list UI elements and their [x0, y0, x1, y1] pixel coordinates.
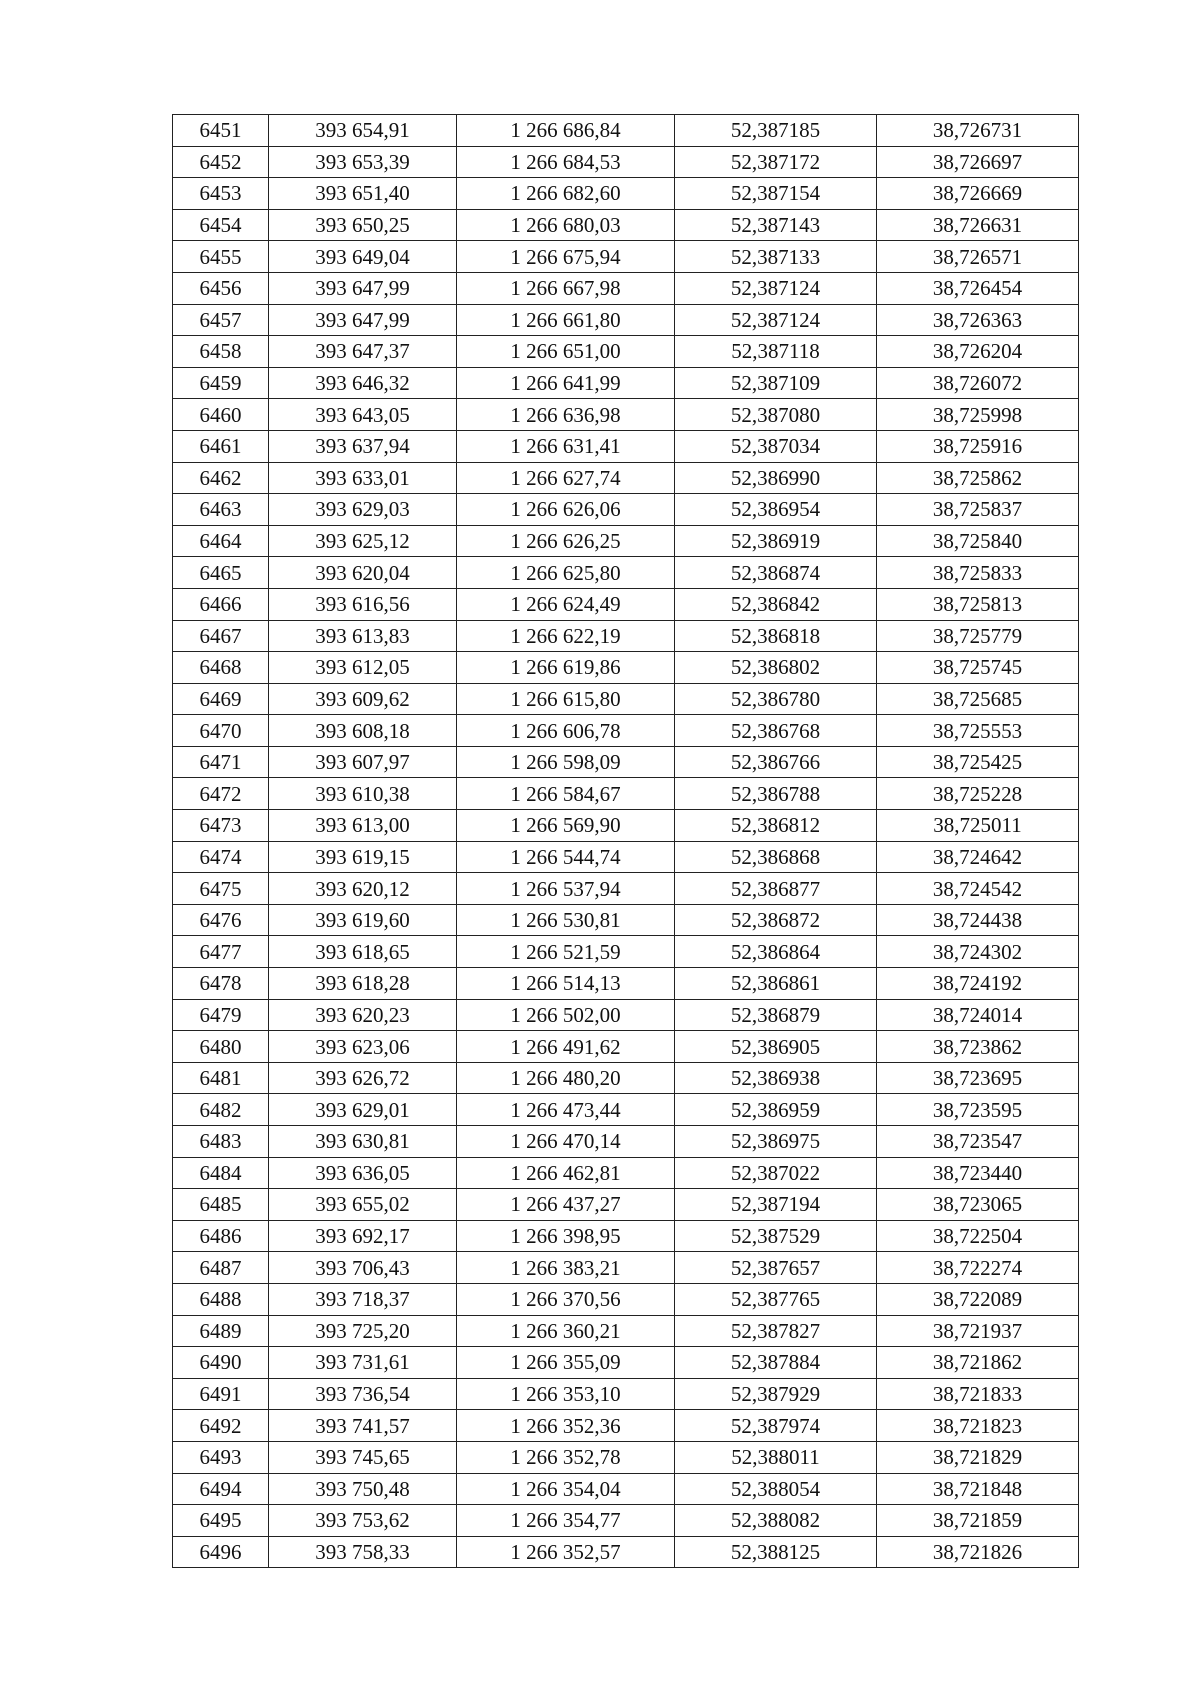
y-coordinate-cell: 1 266 544,74	[457, 841, 675, 873]
point-number-cell: 6487	[173, 1252, 269, 1284]
longitude-cell: 38,725862	[877, 462, 1079, 494]
table-row	[173, 115, 1079, 147]
latitude-cell: 52,387124	[675, 272, 877, 304]
x-coordinate-cell: 393 758,33	[269, 1536, 457, 1568]
point-number-cell: 6481	[173, 1062, 269, 1094]
latitude-cell: 52,386938	[675, 1062, 877, 1094]
longitude-cell: 38,726731	[877, 115, 1079, 147]
latitude-cell: 52,387133	[675, 241, 877, 273]
point-number-cell: 6484	[173, 1157, 269, 1189]
latitude-cell: 52,386812	[675, 810, 877, 842]
y-coordinate-cell: 1 266 537,94	[457, 873, 675, 905]
latitude-cell: 52,387974	[675, 1410, 877, 1442]
x-coordinate-cell: 393 609,62	[269, 683, 457, 715]
point-number-cell: 6459	[173, 367, 269, 399]
latitude-cell: 52,387034	[675, 430, 877, 462]
latitude-cell: 52,386818	[675, 620, 877, 652]
longitude-cell: 38,725837	[877, 494, 1079, 526]
table-row	[173, 462, 1079, 494]
table-row	[173, 1505, 1079, 1537]
x-coordinate-cell: 393 633,01	[269, 462, 457, 494]
latitude-cell: 52,386975	[675, 1126, 877, 1158]
longitude-cell: 38,721826	[877, 1536, 1079, 1568]
y-coordinate-cell: 1 266 370,56	[457, 1283, 675, 1315]
latitude-cell: 52,386872	[675, 904, 877, 936]
x-coordinate-cell: 393 741,57	[269, 1410, 457, 1442]
table-row	[173, 873, 1079, 905]
longitude-cell: 38,725840	[877, 525, 1079, 557]
longitude-cell: 38,725779	[877, 620, 1079, 652]
latitude-cell: 52,386768	[675, 715, 877, 747]
longitude-cell: 38,726697	[877, 146, 1079, 178]
point-number-cell: 6455	[173, 241, 269, 273]
y-coordinate-cell: 1 266 354,77	[457, 1505, 675, 1537]
x-coordinate-cell: 393 619,15	[269, 841, 457, 873]
table-row	[173, 1094, 1079, 1126]
point-number-cell: 6462	[173, 462, 269, 494]
y-coordinate-cell: 1 266 598,09	[457, 746, 675, 778]
point-number-cell: 6472	[173, 778, 269, 810]
y-coordinate-cell: 1 266 480,20	[457, 1062, 675, 1094]
point-number-cell: 6466	[173, 588, 269, 620]
table-row	[173, 399, 1079, 431]
longitude-cell: 38,724438	[877, 904, 1079, 936]
y-coordinate-cell: 1 266 383,21	[457, 1252, 675, 1284]
table-row	[173, 557, 1079, 589]
point-number-cell: 6453	[173, 178, 269, 210]
table-row	[173, 178, 1079, 210]
y-coordinate-cell: 1 266 626,06	[457, 494, 675, 526]
y-coordinate-cell: 1 266 675,94	[457, 241, 675, 273]
longitude-cell: 38,726631	[877, 209, 1079, 241]
point-number-cell: 6465	[173, 557, 269, 589]
table-row	[173, 336, 1079, 368]
x-coordinate-cell: 393 650,25	[269, 209, 457, 241]
point-number-cell: 6490	[173, 1347, 269, 1379]
table-row	[173, 1441, 1079, 1473]
x-coordinate-cell: 393 618,65	[269, 936, 457, 968]
longitude-cell: 38,723440	[877, 1157, 1079, 1189]
latitude-cell: 52,387118	[675, 336, 877, 368]
x-coordinate-cell: 393 649,04	[269, 241, 457, 273]
longitude-cell: 38,725813	[877, 588, 1079, 620]
y-coordinate-cell: 1 266 360,21	[457, 1315, 675, 1347]
longitude-cell: 38,726669	[877, 178, 1079, 210]
point-number-cell: 6489	[173, 1315, 269, 1347]
table-row	[173, 936, 1079, 968]
point-number-cell: 6460	[173, 399, 269, 431]
longitude-cell: 38,724014	[877, 999, 1079, 1031]
x-coordinate-cell: 393 706,43	[269, 1252, 457, 1284]
table-row	[173, 778, 1079, 810]
y-coordinate-cell: 1 266 584,67	[457, 778, 675, 810]
y-coordinate-cell: 1 266 398,95	[457, 1220, 675, 1252]
table-row	[173, 904, 1079, 936]
point-number-cell: 6451	[173, 115, 269, 147]
point-number-cell: 6463	[173, 494, 269, 526]
latitude-cell: 52,387929	[675, 1378, 877, 1410]
x-coordinate-cell: 393 620,12	[269, 873, 457, 905]
latitude-cell: 52,387827	[675, 1315, 877, 1347]
latitude-cell: 52,387657	[675, 1252, 877, 1284]
longitude-cell: 38,722274	[877, 1252, 1079, 1284]
point-number-cell: 6477	[173, 936, 269, 968]
latitude-cell: 52,387884	[675, 1347, 877, 1379]
x-coordinate-cell: 393 736,54	[269, 1378, 457, 1410]
table-row	[173, 1473, 1079, 1505]
table-row	[173, 999, 1079, 1031]
longitude-cell: 38,721937	[877, 1315, 1079, 1347]
x-coordinate-cell: 393 655,02	[269, 1189, 457, 1221]
y-coordinate-cell: 1 266 462,81	[457, 1157, 675, 1189]
point-number-cell: 6479	[173, 999, 269, 1031]
table-row	[173, 588, 1079, 620]
y-coordinate-cell: 1 266 625,80	[457, 557, 675, 589]
longitude-cell: 38,721823	[877, 1410, 1079, 1442]
table-row	[173, 746, 1079, 778]
latitude-cell: 52,388054	[675, 1473, 877, 1505]
x-coordinate-cell: 393 753,62	[269, 1505, 457, 1537]
x-coordinate-cell: 393 619,60	[269, 904, 457, 936]
latitude-cell: 52,386959	[675, 1094, 877, 1126]
y-coordinate-cell: 1 266 624,49	[457, 588, 675, 620]
point-number-cell: 6467	[173, 620, 269, 652]
table-row	[173, 715, 1079, 747]
latitude-cell: 52,387765	[675, 1283, 877, 1315]
x-coordinate-cell: 393 629,03	[269, 494, 457, 526]
x-coordinate-cell: 393 731,61	[269, 1347, 457, 1379]
x-coordinate-cell: 393 647,37	[269, 336, 457, 368]
longitude-cell: 38,725998	[877, 399, 1079, 431]
x-coordinate-cell: 393 613,00	[269, 810, 457, 842]
latitude-cell: 52,387022	[675, 1157, 877, 1189]
table-row	[173, 272, 1079, 304]
y-coordinate-cell: 1 266 684,53	[457, 146, 675, 178]
longitude-cell: 38,721848	[877, 1473, 1079, 1505]
point-number-cell: 6452	[173, 146, 269, 178]
latitude-cell: 52,387154	[675, 178, 877, 210]
y-coordinate-cell: 1 266 667,98	[457, 272, 675, 304]
latitude-cell: 52,386766	[675, 746, 877, 778]
longitude-cell: 38,726363	[877, 304, 1079, 336]
x-coordinate-cell: 393 613,83	[269, 620, 457, 652]
y-coordinate-cell: 1 266 491,62	[457, 1031, 675, 1063]
latitude-cell: 52,387529	[675, 1220, 877, 1252]
longitude-cell: 38,726571	[877, 241, 1079, 273]
latitude-cell: 52,387185	[675, 115, 877, 147]
x-coordinate-cell: 393 718,37	[269, 1283, 457, 1315]
point-number-cell: 6486	[173, 1220, 269, 1252]
x-coordinate-cell: 393 647,99	[269, 272, 457, 304]
y-coordinate-cell: 1 266 636,98	[457, 399, 675, 431]
longitude-cell: 38,724642	[877, 841, 1079, 873]
coordinates-table-body	[173, 115, 1079, 1568]
y-coordinate-cell: 1 266 437,27	[457, 1189, 675, 1221]
point-number-cell: 6473	[173, 810, 269, 842]
y-coordinate-cell: 1 266 352,78	[457, 1441, 675, 1473]
longitude-cell: 38,723862	[877, 1031, 1079, 1063]
y-coordinate-cell: 1 266 473,44	[457, 1094, 675, 1126]
table-row	[173, 1062, 1079, 1094]
latitude-cell: 52,386842	[675, 588, 877, 620]
latitude-cell: 52,386780	[675, 683, 877, 715]
y-coordinate-cell: 1 266 521,59	[457, 936, 675, 968]
longitude-cell: 38,724302	[877, 936, 1079, 968]
table-row	[173, 146, 1079, 178]
longitude-cell: 38,723547	[877, 1126, 1079, 1158]
x-coordinate-cell: 393 745,65	[269, 1441, 457, 1473]
longitude-cell: 38,726072	[877, 367, 1079, 399]
x-coordinate-cell: 393 692,17	[269, 1220, 457, 1252]
y-coordinate-cell: 1 266 352,57	[457, 1536, 675, 1568]
point-number-cell: 6483	[173, 1126, 269, 1158]
latitude-cell: 52,386868	[675, 841, 877, 873]
y-coordinate-cell: 1 266 651,00	[457, 336, 675, 368]
latitude-cell: 52,387080	[675, 399, 877, 431]
latitude-cell: 52,386879	[675, 999, 877, 1031]
y-coordinate-cell: 1 266 569,90	[457, 810, 675, 842]
longitude-cell: 38,721859	[877, 1505, 1079, 1537]
x-coordinate-cell: 393 616,56	[269, 588, 457, 620]
longitude-cell: 38,721862	[877, 1347, 1079, 1379]
x-coordinate-cell: 393 725,20	[269, 1315, 457, 1347]
latitude-cell: 52,387172	[675, 146, 877, 178]
table-row	[173, 1126, 1079, 1158]
x-coordinate-cell: 393 623,06	[269, 1031, 457, 1063]
point-number-cell: 6468	[173, 652, 269, 684]
table-row	[173, 1410, 1079, 1442]
x-coordinate-cell: 393 620,04	[269, 557, 457, 589]
y-coordinate-cell: 1 266 530,81	[457, 904, 675, 936]
latitude-cell: 52,388125	[675, 1536, 877, 1568]
table-row	[173, 1220, 1079, 1252]
table-row	[173, 209, 1079, 241]
latitude-cell: 52,386990	[675, 462, 877, 494]
table-row	[173, 1157, 1079, 1189]
y-coordinate-cell: 1 266 682,60	[457, 178, 675, 210]
longitude-cell: 38,723595	[877, 1094, 1079, 1126]
y-coordinate-cell: 1 266 502,00	[457, 999, 675, 1031]
x-coordinate-cell: 393 629,01	[269, 1094, 457, 1126]
x-coordinate-cell: 393 653,39	[269, 146, 457, 178]
table-row	[173, 1347, 1079, 1379]
latitude-cell: 52,388082	[675, 1505, 877, 1537]
longitude-cell: 38,725228	[877, 778, 1079, 810]
point-number-cell: 6454	[173, 209, 269, 241]
y-coordinate-cell: 1 266 353,10	[457, 1378, 675, 1410]
point-number-cell: 6488	[173, 1283, 269, 1315]
table-row	[173, 1315, 1079, 1347]
longitude-cell: 38,722089	[877, 1283, 1079, 1315]
x-coordinate-cell: 393 646,32	[269, 367, 457, 399]
point-number-cell: 6494	[173, 1473, 269, 1505]
x-coordinate-cell: 393 654,91	[269, 115, 457, 147]
y-coordinate-cell: 1 266 680,03	[457, 209, 675, 241]
latitude-cell: 52,386905	[675, 1031, 877, 1063]
y-coordinate-cell: 1 266 352,36	[457, 1410, 675, 1442]
longitude-cell: 38,725011	[877, 810, 1079, 842]
point-number-cell: 6482	[173, 1094, 269, 1126]
table-row	[173, 1252, 1079, 1284]
point-number-cell: 6469	[173, 683, 269, 715]
longitude-cell: 38,725425	[877, 746, 1079, 778]
x-coordinate-cell: 393 625,12	[269, 525, 457, 557]
longitude-cell: 38,725833	[877, 557, 1079, 589]
table-row	[173, 367, 1079, 399]
point-number-cell: 6493	[173, 1441, 269, 1473]
point-number-cell: 6458	[173, 336, 269, 368]
y-coordinate-cell: 1 266 615,80	[457, 683, 675, 715]
x-coordinate-cell: 393 647,99	[269, 304, 457, 336]
y-coordinate-cell: 1 266 641,99	[457, 367, 675, 399]
x-coordinate-cell: 393 651,40	[269, 178, 457, 210]
table-row	[173, 304, 1079, 336]
x-coordinate-cell: 393 620,23	[269, 999, 457, 1031]
point-number-cell: 6480	[173, 1031, 269, 1063]
y-coordinate-cell: 1 266 354,04	[457, 1473, 675, 1505]
x-coordinate-cell: 393 610,38	[269, 778, 457, 810]
table-row	[173, 1283, 1079, 1315]
table-row	[173, 494, 1079, 526]
y-coordinate-cell: 1 266 686,84	[457, 115, 675, 147]
x-coordinate-cell: 393 637,94	[269, 430, 457, 462]
table-row	[173, 1031, 1079, 1063]
x-coordinate-cell: 393 607,97	[269, 746, 457, 778]
table-row	[173, 430, 1079, 462]
y-coordinate-cell: 1 266 619,86	[457, 652, 675, 684]
latitude-cell: 52,387194	[675, 1189, 877, 1221]
point-number-cell: 6461	[173, 430, 269, 462]
table-row	[173, 620, 1079, 652]
table-row	[173, 652, 1079, 684]
latitude-cell: 52,386802	[675, 652, 877, 684]
latitude-cell: 52,387124	[675, 304, 877, 336]
y-coordinate-cell: 1 266 626,25	[457, 525, 675, 557]
latitude-cell: 52,386919	[675, 525, 877, 557]
point-number-cell: 6471	[173, 746, 269, 778]
latitude-cell: 52,387143	[675, 209, 877, 241]
point-number-cell: 6464	[173, 525, 269, 557]
point-number-cell: 6478	[173, 968, 269, 1000]
longitude-cell: 38,724542	[877, 873, 1079, 905]
table-row	[173, 241, 1079, 273]
longitude-cell: 38,721833	[877, 1378, 1079, 1410]
longitude-cell: 38,726454	[877, 272, 1079, 304]
y-coordinate-cell: 1 266 355,09	[457, 1347, 675, 1379]
longitude-cell: 38,726204	[877, 336, 1079, 368]
x-coordinate-cell: 393 643,05	[269, 399, 457, 431]
point-number-cell: 6485	[173, 1189, 269, 1221]
y-coordinate-cell: 1 266 470,14	[457, 1126, 675, 1158]
point-number-cell: 6456	[173, 272, 269, 304]
longitude-cell: 38,724192	[877, 968, 1079, 1000]
longitude-cell: 38,721829	[877, 1441, 1079, 1473]
y-coordinate-cell: 1 266 661,80	[457, 304, 675, 336]
table-row	[173, 1378, 1079, 1410]
latitude-cell: 52,386874	[675, 557, 877, 589]
latitude-cell: 52,388011	[675, 1441, 877, 1473]
x-coordinate-cell: 393 750,48	[269, 1473, 457, 1505]
point-number-cell: 6470	[173, 715, 269, 747]
longitude-cell: 38,723695	[877, 1062, 1079, 1094]
point-number-cell: 6491	[173, 1378, 269, 1410]
y-coordinate-cell: 1 266 631,41	[457, 430, 675, 462]
x-coordinate-cell: 393 630,81	[269, 1126, 457, 1158]
x-coordinate-cell: 393 608,18	[269, 715, 457, 747]
x-coordinate-cell: 393 636,05	[269, 1157, 457, 1189]
table-row	[173, 683, 1079, 715]
table-row	[173, 968, 1079, 1000]
longitude-cell: 38,725553	[877, 715, 1079, 747]
point-number-cell: 6492	[173, 1410, 269, 1442]
longitude-cell: 38,725745	[877, 652, 1079, 684]
longitude-cell: 38,722504	[877, 1220, 1079, 1252]
coordinates-table	[172, 114, 1079, 1568]
latitude-cell: 52,386954	[675, 494, 877, 526]
x-coordinate-cell: 393 612,05	[269, 652, 457, 684]
latitude-cell: 52,387109	[675, 367, 877, 399]
y-coordinate-cell: 1 266 627,74	[457, 462, 675, 494]
x-coordinate-cell: 393 618,28	[269, 968, 457, 1000]
x-coordinate-cell: 393 626,72	[269, 1062, 457, 1094]
latitude-cell: 52,386861	[675, 968, 877, 1000]
table-row	[173, 1189, 1079, 1221]
table-row	[173, 841, 1079, 873]
y-coordinate-cell: 1 266 514,13	[457, 968, 675, 1000]
longitude-cell: 38,725685	[877, 683, 1079, 715]
latitude-cell: 52,386864	[675, 936, 877, 968]
y-coordinate-cell: 1 266 606,78	[457, 715, 675, 747]
longitude-cell: 38,723065	[877, 1189, 1079, 1221]
point-number-cell: 6474	[173, 841, 269, 873]
point-number-cell: 6475	[173, 873, 269, 905]
point-number-cell: 6457	[173, 304, 269, 336]
latitude-cell: 52,386877	[675, 873, 877, 905]
y-coordinate-cell: 1 266 622,19	[457, 620, 675, 652]
point-number-cell: 6495	[173, 1505, 269, 1537]
table-row	[173, 810, 1079, 842]
latitude-cell: 52,386788	[675, 778, 877, 810]
longitude-cell: 38,725916	[877, 430, 1079, 462]
point-number-cell: 6496	[173, 1536, 269, 1568]
table-row	[173, 525, 1079, 557]
point-number-cell: 6476	[173, 904, 269, 936]
table-row	[173, 1536, 1079, 1568]
